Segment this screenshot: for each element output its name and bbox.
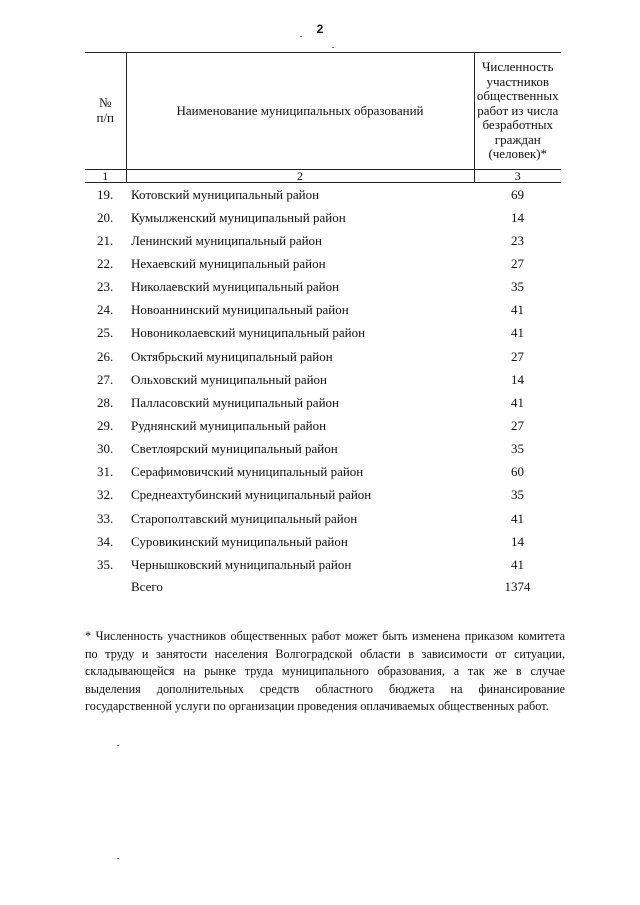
table-row [85,553,561,576]
row-number: 26. [97,348,114,364]
total-row [85,576,561,598]
row-number: 22. [97,255,114,271]
participant-count: 14 [511,209,524,225]
table-row [85,229,561,252]
participant-count: 41 [511,556,524,572]
municipality-name: Кумылженский муниципальный район [131,209,346,225]
participant-count: 14 [511,371,524,387]
municipality-name: Николаевский муниципальный район [131,279,340,295]
row-number: 19. [97,186,114,202]
table-row [85,368,561,391]
row-number: 28. [97,394,114,410]
municipality-name: Новониколаевский муниципальный район [131,325,366,341]
participant-count: 41 [511,302,524,318]
participant-count: 14 [511,533,524,549]
row-number: 25. [97,325,114,341]
participant-count: 69 [511,186,524,202]
table-row [85,299,561,322]
row-number: 34. [97,533,114,549]
column-index-3: 3 [474,170,561,183]
participant-count: 35 [511,487,524,503]
participant-count: 23 [511,232,524,248]
row-number: 21. [97,232,114,248]
table-header-row [85,53,561,170]
column-index-2: 2 [126,170,474,183]
table-row [85,391,561,414]
column-index-1: 1 [85,170,126,183]
municipality-name: Новоаннинский муниципальный район [131,302,349,318]
scan-speck [117,858,119,859]
footnote: * Численность участников общественных работ может быть изменена приказом комитета по труду и занятости населения Волгоградской области в зависимости от ситуации, складывающейся на рынке труда муниципального образования, а так же в случае выделения дополнительных средств областного бюджета на финансирование государственной услуги по организации проведения оплачиваемых общественных работ. [85,629,565,714]
table-row [85,461,561,484]
header-name: Наименование муниципальных образований [126,53,474,170]
row-number: 30. [97,441,114,457]
participant-count: 27 [511,255,524,271]
table-row [85,438,561,461]
municipality-name: Среднеахтубинский муниципальный район [131,487,372,503]
table-row [85,345,561,368]
municipality-name: Чернышковский муниципальный район [131,556,352,572]
total-label: Всего [131,579,163,595]
participant-count: 35 [511,441,524,457]
participant-count: 41 [511,394,524,410]
scan-speck [332,47,334,48]
row-number: 29. [97,417,114,433]
total-value: 1374 [504,579,531,595]
row-number: 20. [97,209,114,225]
row-number: 27. [97,371,114,387]
header-number: № п/п [85,53,126,170]
table-row [85,484,561,507]
table-row [85,206,561,229]
municipality-name: Суровикинский муниципальный район [131,533,348,549]
row-number: 23. [97,279,114,295]
municipality-name: Серафимовичский муниципальный район [131,464,364,480]
participant-count: 35 [511,279,524,295]
municipality-name: Палласовский муниципальный район [131,394,339,410]
table-row [85,252,561,275]
row-number: 32. [97,487,114,503]
table-row [85,507,561,530]
participant-count: 27 [511,417,524,433]
total-number-cell [85,576,126,598]
row-number: 33. [97,510,114,526]
header-count: Численность участников общественных работ из числа безработных граждан (человек)* [474,53,561,170]
municipality-name: Котовский муниципальный район [131,186,320,202]
participant-count: 41 [511,325,524,341]
row-number: 24. [97,302,114,318]
municipality-name: Октябрьский муниципальный район [131,348,333,364]
table-row [85,276,561,299]
row-number: 31. [97,464,114,480]
participant-count: 41 [511,510,524,526]
scan-speck [300,36,302,37]
municipality-name: Руднянский муниципальный район [131,417,327,433]
column-index-row [85,170,561,183]
page-number: 2 [316,22,324,36]
table-row [85,322,561,345]
municipal-table [85,52,561,598]
municipality-name: Нехаевский муниципальный район [131,255,326,271]
scan-speck [117,745,119,746]
table-row [85,530,561,553]
table-body [85,183,561,577]
municipality-name: Ольховский муниципальный район [131,371,328,387]
municipality-name: Старополтавский муниципальный район [131,510,358,526]
municipality-name: Светлоярский муниципальный район [131,441,338,457]
row-number: 35. [97,556,114,572]
participant-count: 27 [511,348,524,364]
table-row [85,183,561,207]
participant-count: 60 [511,464,524,480]
table-row [85,414,561,437]
municipality-name: Ленинский муниципальный район [131,232,323,248]
